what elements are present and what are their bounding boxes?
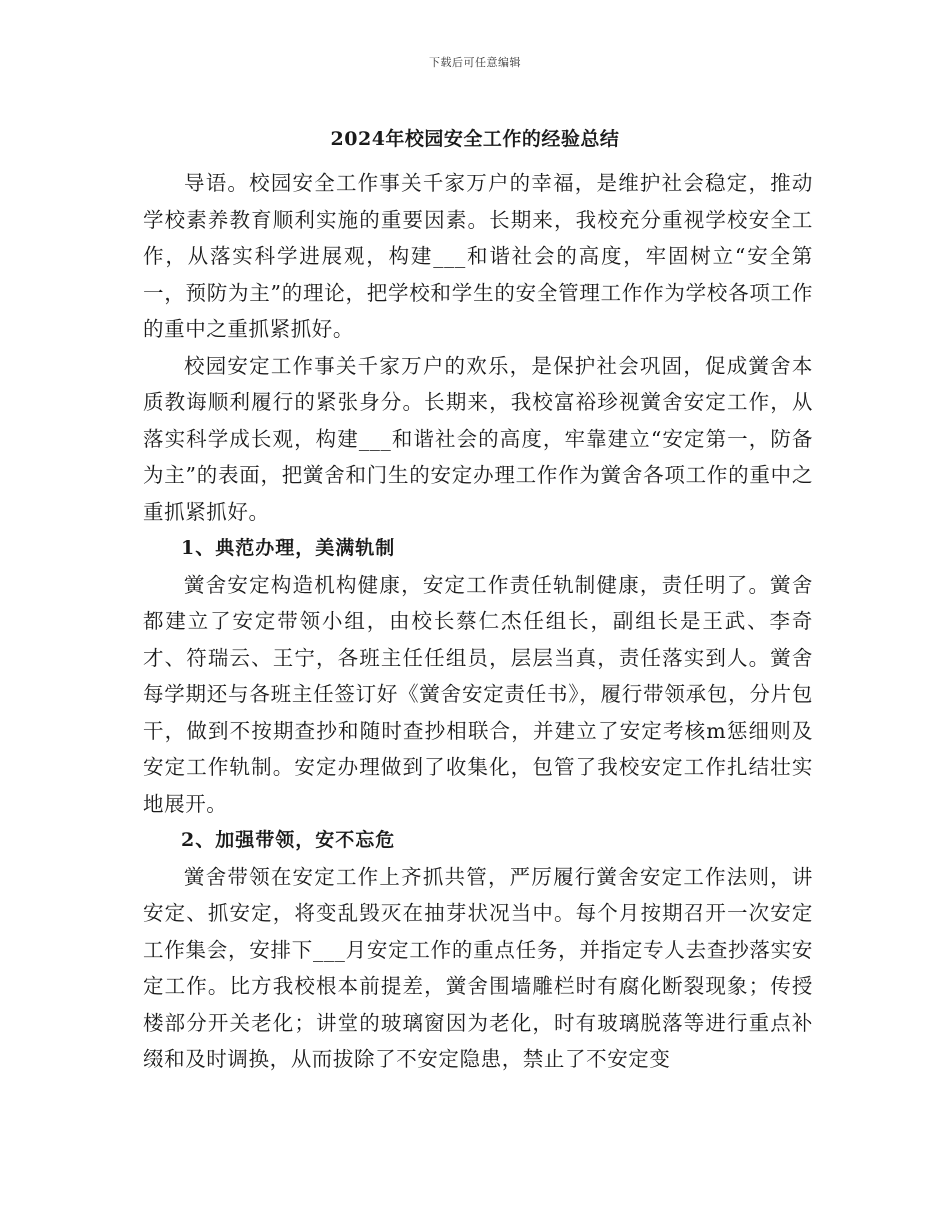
- section-heading: 2、加强带领，安不忘危: [181, 829, 396, 851]
- body-paragraph: 校园安定工作事关千家万户的欢乐，是保护社会巩固，促成黉舍本质教诲顺利履行的紧张身分。长期来，我校富裕珍视黉舍安定工作，从落实科学成长观，构建___和谐社会的高度，牢靠建立“安定第一，防备为主”的表面，把黉舍和门生的安定办理工作作为黉舍各项工作的重中之重抓紧抓好。: [143, 353, 813, 524]
- body-paragraph: 黉舍带领在安定工作上齐抓共管，严厉履行黉舍安定工作法则，讲安定、抓安定，将变乱毁灭在抽芽状况当中。每个月按期召开一次安定工作集会，安排下___月安定工作的重点任务，并指定专人去查抄落实安定工作。比方我校根本前提差，黉舍围墙雕栏时有腐化断裂现象；传授楼部分开关老化；讲堂的玻璃窗因为老化，时有玻璃脱落等进行重点补缀和及时调换，从而拔除了不安定隐患，禁止了不安定变: [143, 864, 813, 1071]
- document-title: 2024年校园安全工作的经验总结: [330, 128, 620, 150]
- body-paragraph: 黉舍安定构造机构健康，安定工作责任轨制健康，责任明了。黉舍都建立了安定带领小组，由校长蔡仁杰任组长，副组长是王武、李奇才、符瑞云、王宁，各班主任任组员，层层当真，责任落实到人。黉舍每学期还与各班主任签订好《黉舍安定责任书》，履行带领承包，分片包干，做到不按期查抄和随时查抄相联合，并建立了安定考核m惩细则及安定工作轨制。安定办理做到了收集化，包管了我校安定工作扎结壮实地展开。: [143, 572, 813, 816]
- document-body: [143, 165, 813, 1078]
- section-heading: 1、典范办理，美满轨制: [181, 537, 396, 559]
- intro-paragraph: 导语。校园安全工作事关千家万户的幸福，是维护社会稳定，推动学校素养教育顺利实施的重要因素。长期来，我校充分重视学校安全工作，从落实科学进展观，构建___和谐社会的高度，牢固树立“安全第一，预防为主”的理论，把学校和学生的安全管理工作作为学校各项工作的重中之重抓紧抓好。: [143, 171, 813, 341]
- header-note: 下载后可任意编辑: [429, 56, 521, 69]
